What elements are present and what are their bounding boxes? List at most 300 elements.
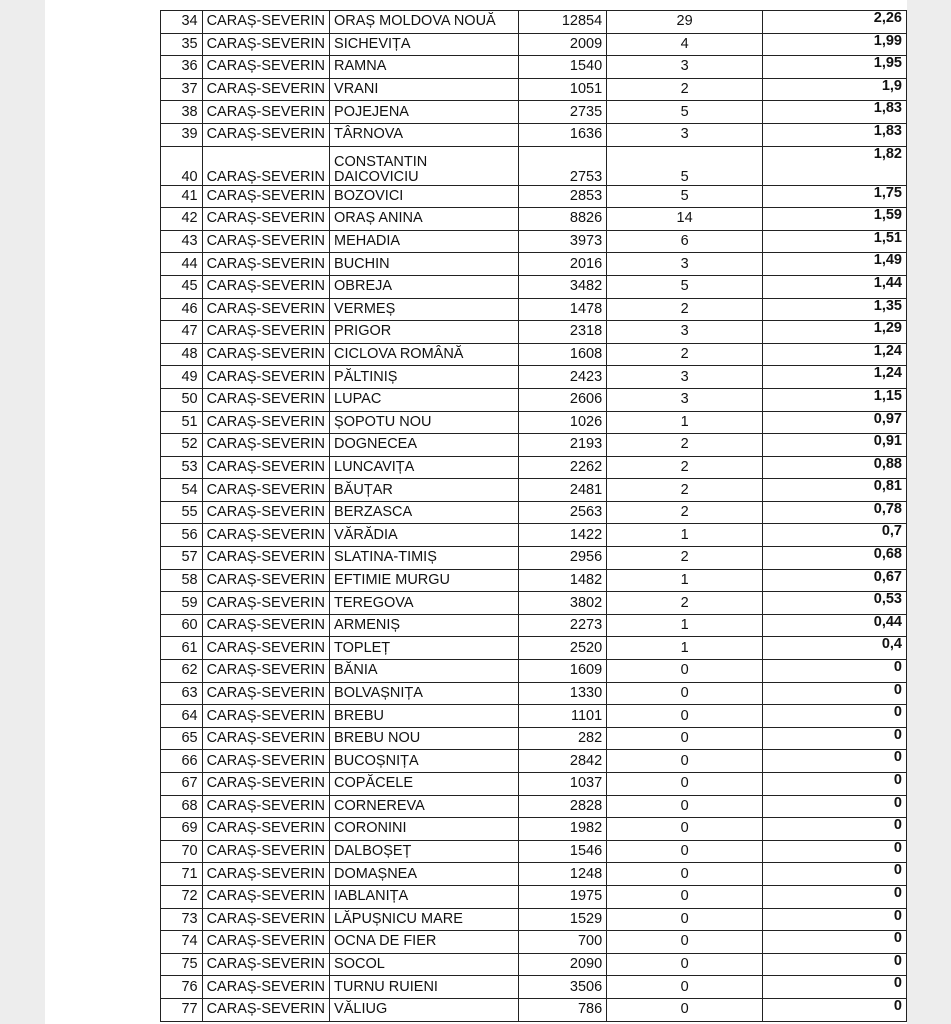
population-cell: 1026: [519, 411, 607, 434]
cases-cell: 0: [607, 908, 763, 931]
cases-cell: 29: [607, 11, 763, 34]
table-row: [161, 11, 907, 34]
population-cell: 786: [519, 998, 607, 1021]
rate-cell: 0: [763, 953, 907, 976]
population-cell: 1636: [519, 123, 607, 146]
county-cell: CARAȘ-SEVERIN: [202, 592, 329, 615]
locality-cell: BREBU: [330, 705, 519, 728]
cases-cell: 0: [607, 727, 763, 750]
locality-cell: DOMAȘNEA: [330, 863, 519, 886]
row-number: 57: [161, 547, 203, 570]
locality-cell: SOCOL: [330, 953, 519, 976]
cases-cell: 2: [607, 501, 763, 524]
table-row: [161, 501, 907, 524]
row-number: 52: [161, 434, 203, 457]
county-cell: CARAȘ-SEVERIN: [202, 78, 329, 101]
population-cell: 2193: [519, 434, 607, 457]
population-cell: 2606: [519, 388, 607, 411]
locality-cell: VERMEȘ: [330, 298, 519, 321]
row-number: 37: [161, 78, 203, 101]
row-number: 63: [161, 682, 203, 705]
county-cell: CARAȘ-SEVERIN: [202, 705, 329, 728]
table-row: [161, 298, 907, 321]
row-number: 74: [161, 931, 203, 954]
cases-cell: 3: [607, 321, 763, 344]
population-cell: 2563: [519, 501, 607, 524]
population-cell: 700: [519, 931, 607, 954]
population-cell: 8826: [519, 208, 607, 231]
cases-cell: 6: [607, 230, 763, 253]
population-cell: 1546: [519, 840, 607, 863]
table-row: [161, 366, 907, 389]
rate-cell: 2,26: [763, 11, 907, 34]
locality-cell: BUCHIN: [330, 253, 519, 276]
population-cell: 2423: [519, 366, 607, 389]
table-row: [161, 750, 907, 773]
locality-cell: POJEJENA: [330, 101, 519, 124]
table-row: [161, 434, 907, 457]
table-row: [161, 863, 907, 886]
county-cell: CARAȘ-SEVERIN: [202, 11, 329, 34]
table-row: [161, 253, 907, 276]
row-number: 66: [161, 750, 203, 773]
cases-cell: 2: [607, 592, 763, 615]
row-number: 76: [161, 976, 203, 999]
county-cell: CARAȘ-SEVERIN: [202, 569, 329, 592]
rate-cell: 0,4: [763, 637, 907, 660]
population-cell: 2273: [519, 614, 607, 637]
rate-cell: 1,15: [763, 388, 907, 411]
county-cell: CARAȘ-SEVERIN: [202, 795, 329, 818]
table-row: [161, 953, 907, 976]
locality-cell: IABLANIȚA: [330, 885, 519, 908]
rate-cell: 1,75: [763, 185, 907, 208]
locality-cell: LĂPUȘNICU MARE: [330, 908, 519, 931]
locality-cell: BERZASCA: [330, 501, 519, 524]
table-row: [161, 146, 907, 185]
rate-cell: 0: [763, 840, 907, 863]
rate-cell: 1,29: [763, 321, 907, 344]
cases-cell: 1: [607, 637, 763, 660]
locality-cell: CONSTANTIN DAICOVICIU: [330, 146, 519, 185]
row-number: 62: [161, 660, 203, 683]
rate-cell: 0: [763, 705, 907, 728]
population-cell: 2520: [519, 637, 607, 660]
row-number: 61: [161, 637, 203, 660]
row-number: 50: [161, 388, 203, 411]
rate-cell: 1,95: [763, 56, 907, 79]
table-row: [161, 388, 907, 411]
rate-cell: 0,88: [763, 456, 907, 479]
cases-cell: 0: [607, 885, 763, 908]
locality-cell: BOLVAȘNIȚA: [330, 682, 519, 705]
table-row: [161, 682, 907, 705]
county-cell: CARAȘ-SEVERIN: [202, 101, 329, 124]
county-cell: CARAȘ-SEVERIN: [202, 56, 329, 79]
cases-cell: 5: [607, 185, 763, 208]
cases-cell: 0: [607, 705, 763, 728]
cases-cell: 2: [607, 456, 763, 479]
rate-cell: 0: [763, 976, 907, 999]
cases-cell: 0: [607, 863, 763, 886]
cases-cell: 3: [607, 56, 763, 79]
row-number: 58: [161, 569, 203, 592]
row-number: 69: [161, 818, 203, 841]
population-cell: 1037: [519, 773, 607, 796]
locality-cell: PĂLTINIȘ: [330, 366, 519, 389]
table-row: [161, 592, 907, 615]
county-cell: CARAȘ-SEVERIN: [202, 146, 329, 185]
population-cell: 1101: [519, 705, 607, 728]
county-cell: CARAȘ-SEVERIN: [202, 547, 329, 570]
locality-cell: TURNU RUIENI: [330, 976, 519, 999]
table-row: [161, 976, 907, 999]
county-cell: CARAȘ-SEVERIN: [202, 456, 329, 479]
table-row: [161, 998, 907, 1021]
county-cell: CARAȘ-SEVERIN: [202, 343, 329, 366]
table-row: [161, 773, 907, 796]
rate-cell: 1,35: [763, 298, 907, 321]
county-cell: CARAȘ-SEVERIN: [202, 388, 329, 411]
cases-cell: 5: [607, 146, 763, 185]
row-number: 44: [161, 253, 203, 276]
locality-cell: BĂUȚAR: [330, 479, 519, 502]
row-number: 64: [161, 705, 203, 728]
row-number: 70: [161, 840, 203, 863]
locality-cell: BREBU NOU: [330, 727, 519, 750]
county-cell: CARAȘ-SEVERIN: [202, 501, 329, 524]
rate-cell: 1,9: [763, 78, 907, 101]
table-row: [161, 208, 907, 231]
row-number: 68: [161, 795, 203, 818]
population-cell: 1248: [519, 863, 607, 886]
county-cell: CARAȘ-SEVERIN: [202, 524, 329, 547]
locality-cell: VĂLIUG: [330, 998, 519, 1021]
locality-cell: COPĂCELE: [330, 773, 519, 796]
cases-cell: 0: [607, 998, 763, 1021]
rate-cell: 1,59: [763, 208, 907, 231]
row-number: 71: [161, 863, 203, 886]
rate-cell: 1,83: [763, 101, 907, 124]
table-row: [161, 230, 907, 253]
population-cell: 2842: [519, 750, 607, 773]
population-cell: 3802: [519, 592, 607, 615]
table-row: [161, 321, 907, 344]
row-number: 42: [161, 208, 203, 231]
population-cell: 2009: [519, 33, 607, 56]
row-number: 72: [161, 885, 203, 908]
county-cell: CARAȘ-SEVERIN: [202, 931, 329, 954]
cases-cell: 0: [607, 976, 763, 999]
row-number: 39: [161, 123, 203, 146]
county-cell: CARAȘ-SEVERIN: [202, 637, 329, 660]
table-row: [161, 343, 907, 366]
table-row: [161, 123, 907, 146]
rate-cell: 0: [763, 773, 907, 796]
population-cell: 1478: [519, 298, 607, 321]
rate-cell: 0,44: [763, 614, 907, 637]
row-number: 65: [161, 727, 203, 750]
county-cell: CARAȘ-SEVERIN: [202, 682, 329, 705]
population-cell: 2090: [519, 953, 607, 976]
locality-cell: OBREJA: [330, 275, 519, 298]
population-cell: 2753: [519, 146, 607, 185]
cases-cell: 3: [607, 253, 763, 276]
county-cell: CARAȘ-SEVERIN: [202, 123, 329, 146]
table-row: [161, 78, 907, 101]
population-cell: 3506: [519, 976, 607, 999]
locality-cell: DOGNECEA: [330, 434, 519, 457]
locality-cell: DALBOȘEȚ: [330, 840, 519, 863]
locality-cell: SLATINA-TIMIȘ: [330, 547, 519, 570]
population-cell: 2016: [519, 253, 607, 276]
table-row: [161, 569, 907, 592]
cases-cell: 2: [607, 434, 763, 457]
population-cell: 1540: [519, 56, 607, 79]
rate-cell: 0: [763, 682, 907, 705]
row-number: 54: [161, 479, 203, 502]
cases-cell: 0: [607, 840, 763, 863]
population-cell: 3973: [519, 230, 607, 253]
row-number: 75: [161, 953, 203, 976]
table-row: [161, 705, 907, 728]
rate-cell: 1,49: [763, 253, 907, 276]
population-cell: 1982: [519, 818, 607, 841]
row-number: 55: [161, 501, 203, 524]
table-row: [161, 840, 907, 863]
locality-cell: BOZOVICI: [330, 185, 519, 208]
locality-cell: VĂRĂDIA: [330, 524, 519, 547]
cases-cell: 3: [607, 366, 763, 389]
county-cell: CARAȘ-SEVERIN: [202, 298, 329, 321]
locality-cell: TEREGOVA: [330, 592, 519, 615]
row-number: 56: [161, 524, 203, 547]
rate-cell: 0: [763, 750, 907, 773]
cases-cell: 5: [607, 275, 763, 298]
cases-cell: 0: [607, 660, 763, 683]
cases-cell: 0: [607, 818, 763, 841]
table-row: [161, 637, 907, 660]
population-cell: 1608: [519, 343, 607, 366]
county-cell: CARAȘ-SEVERIN: [202, 908, 329, 931]
county-cell: CARAȘ-SEVERIN: [202, 727, 329, 750]
rate-cell: 1,82: [763, 146, 907, 185]
cases-cell: 1: [607, 524, 763, 547]
locality-cell: PRIGOR: [330, 321, 519, 344]
county-cell: CARAȘ-SEVERIN: [202, 660, 329, 683]
rate-cell: 0,81: [763, 479, 907, 502]
cases-cell: 1: [607, 411, 763, 434]
table-row: [161, 185, 907, 208]
row-number: 51: [161, 411, 203, 434]
cases-cell: 2: [607, 547, 763, 570]
population-cell: 2262: [519, 456, 607, 479]
population-cell: 1529: [519, 908, 607, 931]
population-cell: 2318: [519, 321, 607, 344]
locality-cell: TOPLEȚ: [330, 637, 519, 660]
table-row: [161, 101, 907, 124]
cases-cell: 0: [607, 750, 763, 773]
locality-cell: SICHEVIȚA: [330, 33, 519, 56]
county-cell: CARAȘ-SEVERIN: [202, 208, 329, 231]
table-row: [161, 614, 907, 637]
county-cell: CARAȘ-SEVERIN: [202, 366, 329, 389]
county-cell: CARAȘ-SEVERIN: [202, 185, 329, 208]
population-cell: 282: [519, 727, 607, 750]
table-row: [161, 931, 907, 954]
locality-cell: BĂNIA: [330, 660, 519, 683]
locality-cell: LUNCAVIȚA: [330, 456, 519, 479]
rate-cell: 0,97: [763, 411, 907, 434]
county-cell: CARAȘ-SEVERIN: [202, 840, 329, 863]
cases-cell: 2: [607, 479, 763, 502]
cases-cell: 0: [607, 682, 763, 705]
table-row: [161, 885, 907, 908]
population-cell: 3482: [519, 275, 607, 298]
locality-cell: CORNEREVA: [330, 795, 519, 818]
table-row: [161, 660, 907, 683]
county-cell: CARAȘ-SEVERIN: [202, 976, 329, 999]
row-number: 34: [161, 11, 203, 34]
locality-cell: TÂRNOVA: [330, 123, 519, 146]
locality-cell: OCNA DE FIER: [330, 931, 519, 954]
county-cell: CARAȘ-SEVERIN: [202, 411, 329, 434]
rate-cell: 1,99: [763, 33, 907, 56]
locality-cell: RAMNA: [330, 56, 519, 79]
county-cell: CARAȘ-SEVERIN: [202, 863, 329, 886]
row-number: 40: [161, 146, 203, 185]
row-number: 60: [161, 614, 203, 637]
county-cell: CARAȘ-SEVERIN: [202, 818, 329, 841]
cases-cell: 0: [607, 931, 763, 954]
county-cell: CARAȘ-SEVERIN: [202, 321, 329, 344]
county-cell: CARAȘ-SEVERIN: [202, 253, 329, 276]
row-number: 41: [161, 185, 203, 208]
table-row: [161, 908, 907, 931]
row-number: 59: [161, 592, 203, 615]
row-number: 53: [161, 456, 203, 479]
row-number: 38: [161, 101, 203, 124]
cases-cell: 1: [607, 569, 763, 592]
table-row: [161, 727, 907, 750]
county-cell: CARAȘ-SEVERIN: [202, 998, 329, 1021]
locality-cell: ORAȘ ANINA: [330, 208, 519, 231]
rate-cell: 0,91: [763, 434, 907, 457]
table-body: [161, 11, 907, 1022]
rate-cell: 0: [763, 863, 907, 886]
county-cell: CARAȘ-SEVERIN: [202, 479, 329, 502]
population-cell: 1051: [519, 78, 607, 101]
row-number: 35: [161, 33, 203, 56]
rate-cell: 0,7: [763, 524, 907, 547]
rate-cell: 0: [763, 727, 907, 750]
document-page: [45, 0, 907, 1024]
locality-cell: LUPAC: [330, 388, 519, 411]
county-cell: CARAȘ-SEVERIN: [202, 750, 329, 773]
county-cell: CARAȘ-SEVERIN: [202, 953, 329, 976]
table-row: [161, 411, 907, 434]
county-cell: CARAȘ-SEVERIN: [202, 614, 329, 637]
rate-cell: 0,53: [763, 592, 907, 615]
table-row: [161, 479, 907, 502]
rate-cell: 0: [763, 885, 907, 908]
cases-cell: 0: [607, 773, 763, 796]
row-number: 36: [161, 56, 203, 79]
county-cell: CARAȘ-SEVERIN: [202, 275, 329, 298]
rate-cell: 1,51: [763, 230, 907, 253]
row-number: 49: [161, 366, 203, 389]
rate-cell: 1,24: [763, 366, 907, 389]
cases-cell: 4: [607, 33, 763, 56]
locality-cell: ARMENIȘ: [330, 614, 519, 637]
cases-cell: 1: [607, 614, 763, 637]
cases-cell: 0: [607, 795, 763, 818]
row-number: 73: [161, 908, 203, 931]
cases-cell: 0: [607, 953, 763, 976]
rate-cell: 0: [763, 908, 907, 931]
row-number: 67: [161, 773, 203, 796]
population-cell: 1330: [519, 682, 607, 705]
county-cell: CARAȘ-SEVERIN: [202, 33, 329, 56]
locality-cell: CORONINI: [330, 818, 519, 841]
cases-cell: 5: [607, 101, 763, 124]
population-cell: 2828: [519, 795, 607, 818]
population-cell: 2853: [519, 185, 607, 208]
rate-cell: 0,78: [763, 501, 907, 524]
table-row: [161, 795, 907, 818]
population-cell: 2481: [519, 479, 607, 502]
row-number: 47: [161, 321, 203, 344]
table-row: [161, 547, 907, 570]
rate-cell: 0: [763, 660, 907, 683]
rate-cell: 1,24: [763, 343, 907, 366]
county-cell: CARAȘ-SEVERIN: [202, 773, 329, 796]
table-row: [161, 456, 907, 479]
rate-cell: 0: [763, 931, 907, 954]
cases-cell: 14: [607, 208, 763, 231]
county-cell: CARAȘ-SEVERIN: [202, 434, 329, 457]
table-row: [161, 56, 907, 79]
cases-cell: 2: [607, 78, 763, 101]
data-table: [160, 10, 907, 1022]
county-cell: CARAȘ-SEVERIN: [202, 885, 329, 908]
population-cell: 12854: [519, 11, 607, 34]
locality-cell: BUCOȘNIȚA: [330, 750, 519, 773]
cases-cell: 2: [607, 298, 763, 321]
population-cell: 1422: [519, 524, 607, 547]
rate-cell: 0: [763, 818, 907, 841]
locality-cell: ORAȘ MOLDOVA NOUĂ: [330, 11, 519, 34]
row-number: 45: [161, 275, 203, 298]
table-row: [161, 275, 907, 298]
county-cell: CARAȘ-SEVERIN: [202, 230, 329, 253]
table-row: [161, 524, 907, 547]
row-number: 46: [161, 298, 203, 321]
cases-cell: 2: [607, 343, 763, 366]
population-cell: 2735: [519, 101, 607, 124]
locality-cell: MEHADIA: [330, 230, 519, 253]
locality-cell: ȘOPOTU NOU: [330, 411, 519, 434]
population-cell: 1975: [519, 885, 607, 908]
rate-cell: 1,44: [763, 275, 907, 298]
rate-cell: 0: [763, 795, 907, 818]
table-row: [161, 818, 907, 841]
row-number: 48: [161, 343, 203, 366]
population-cell: 2956: [519, 547, 607, 570]
rate-cell: 0,68: [763, 547, 907, 570]
population-cell: 1609: [519, 660, 607, 683]
locality-cell: CICLOVA ROMÂNĂ: [330, 343, 519, 366]
